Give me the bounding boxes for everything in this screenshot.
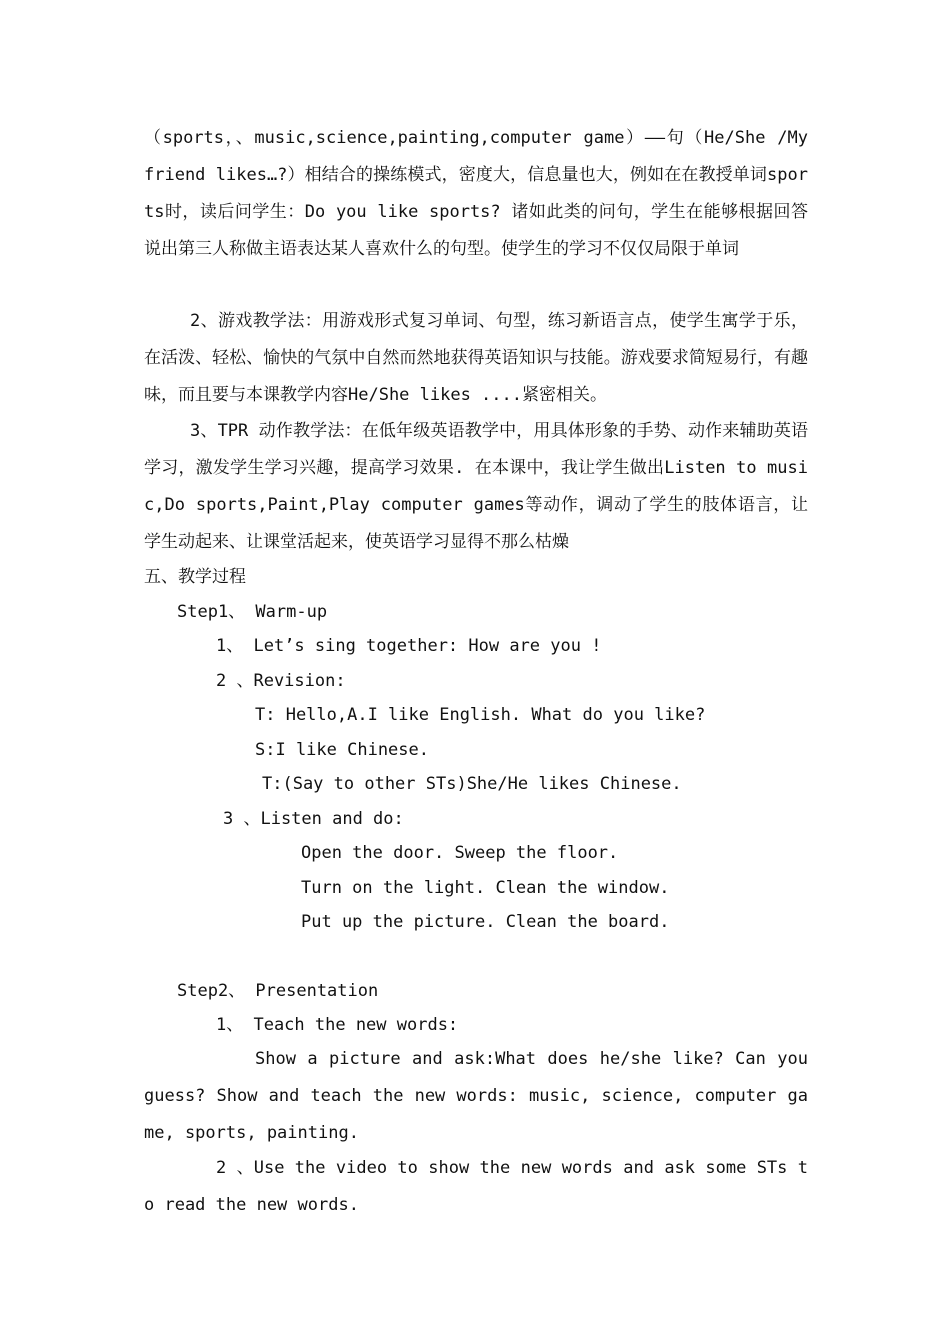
- dialogue-line-student-1: S:I like Chinese.: [255, 740, 429, 760]
- command-line-1: Open the door. Sweep the floor.: [301, 843, 619, 863]
- step1-item-1: 1、 Let’s sing together: How are you !: [216, 636, 602, 656]
- step1-heading: Step1、 Warm-up: [177, 602, 328, 622]
- paragraph-game-method: 2、游戏教学法：用游戏形式复习单词、句型，练习新语言点，使学生寓学于乐，在活泼、轻松、愉快的气氛中自然而然地获得英语知识与技能。游戏要求简短易行，有趣味，而且要与本课教学内容He/She likes ....紧密相关。: [144, 311, 808, 405]
- dialogue-line-teacher-2: T:(Say to other STs)She/He likes Chinese.: [262, 774, 682, 794]
- command-line-2: Turn on the light. Clean the window.: [301, 878, 670, 898]
- section-heading: 五、教学过程: [144, 567, 246, 587]
- step2-item-1: 1、 Teach the new words:: [216, 1015, 459, 1035]
- command-line-3: Put up the picture. Clean the board.: [301, 912, 670, 932]
- paragraph-method-1: （sports，、music,science,painting,computer game）——句（He/She /My friend likes…?）相结合的操练模式，密度大，信息量也大，例如在在教授单词sports时，读后问学生：Do you like sports? 诸如此类的问句，学生在能够根据回答说出第三人称做主语表达某人喜欢什么的句型。使学生的学习不仅仅局限于单词: [144, 128, 808, 259]
- paragraph-tpr-method: 3、TPR 动作教学法：在低年级英语教学中，用具体形象的手势、动作来辅助英语学习，激发学生学习兴趣，提高学习效果. 在本课中，我让学生做出Listen to music,Do sports,Paint,Play computer games等动作，调动了学生的肢体语言，让学生动起来、让课堂活起来，使英语学习显得不那么枯燥: [144, 421, 808, 552]
- step1-item-2: 2 、Revision:: [216, 671, 346, 691]
- dialogue-line-teacher-1: T: Hello,A.I like English. What do you like?: [255, 705, 706, 725]
- paragraph-show-picture: Show a picture and ask:What does he/she like? Can you guess? Show and teach the new words: music, science, computer game, sports, painting.: [144, 1049, 808, 1143]
- paragraph-use-video: 2 、Use the video to show the new words and ask some STs to read the new words.: [144, 1158, 808, 1215]
- step2-heading: Step2、 Presentation: [177, 981, 379, 1001]
- step1-item-3: 3 、Listen and do:: [223, 809, 404, 829]
